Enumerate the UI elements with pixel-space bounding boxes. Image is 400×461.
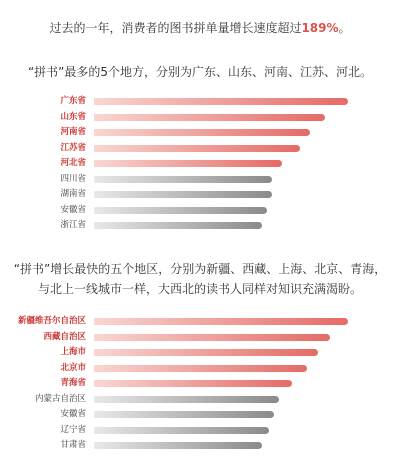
bar-label: 北京市	[60, 362, 86, 373]
bar-label: 山东省	[60, 111, 86, 122]
bar-label: 河北省	[60, 158, 86, 168]
bar-row	[0, 362, 400, 375]
bar	[94, 396, 279, 403]
headline-growth-prefix: 过去的一年，消费者的图书拼单量增长速度超过	[49, 21, 302, 35]
bar-label: 江苏省	[60, 142, 86, 153]
bar-row	[0, 439, 400, 452]
bar-label: 内蒙古自治区	[34, 393, 86, 404]
bar-label: 安徽省	[60, 409, 86, 419]
bar-label: 新疆维吾尔自治区	[17, 316, 86, 326]
bar-label: 青海省	[60, 378, 86, 388]
bar-row	[0, 424, 400, 437]
headline-growth-suffix: 。	[338, 21, 351, 35]
bar-label: 四川省	[60, 173, 86, 184]
headline-northwest: 与北上一线城市一样，大西北的读书人同样对知识充满渴盼。	[37, 282, 362, 296]
bar	[94, 380, 292, 387]
bar-row	[0, 393, 400, 406]
headline-top-regions: “拼书”最多的5个地方，分别为广东、山东、河南、江苏、河北。	[27, 65, 373, 79]
bar	[94, 411, 274, 418]
bar-label: 安徽省	[60, 204, 86, 215]
bar	[94, 349, 318, 356]
bar-label: 浙江省	[60, 220, 86, 230]
headline-fastest-growth: “拼书”增长最快的五个地区，分别为新疆、西藏、上海、北京、青海，	[13, 262, 387, 276]
bar-label: 广东省	[60, 96, 86, 106]
bar-label: 甘肃省	[60, 440, 86, 450]
bar-row	[0, 346, 400, 359]
bar-label: 湖南省	[60, 189, 86, 199]
bar	[94, 365, 307, 372]
bar	[94, 427, 269, 434]
bar	[94, 334, 330, 341]
headline-growth-rate: 189%	[301, 21, 339, 35]
bar-row	[0, 377, 400, 390]
bar	[94, 318, 348, 325]
bar-label: 辽宁省	[60, 424, 86, 435]
bar-label: 河南省	[60, 127, 86, 137]
bar-label: 西藏自治区	[43, 331, 86, 342]
bar-row	[0, 408, 400, 421]
bar-row	[0, 315, 400, 328]
bar-row	[0, 331, 400, 344]
bar-label: 上海市	[60, 347, 86, 357]
bar	[94, 442, 262, 449]
